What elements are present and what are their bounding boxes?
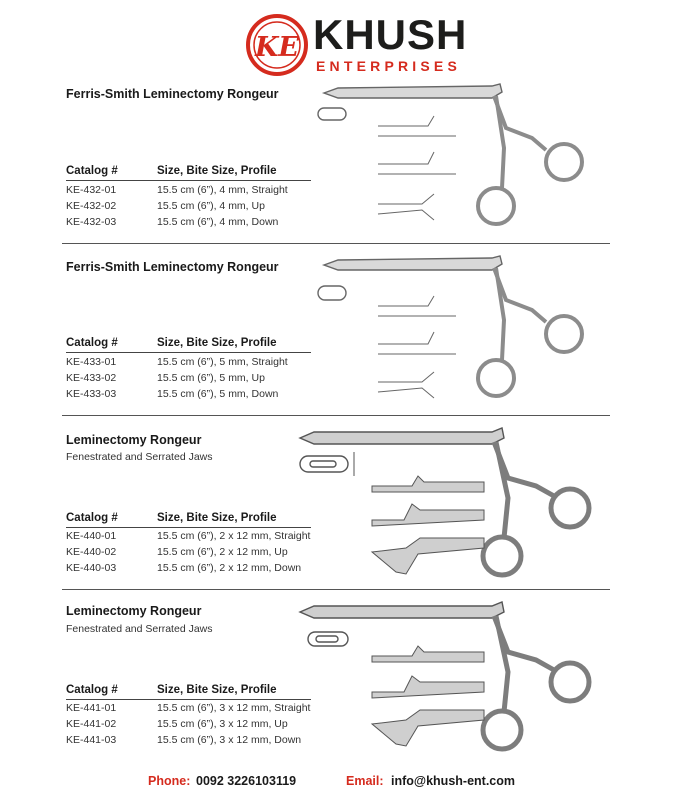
size-cell: 15.5 cm (6”), 3 x 12 mm, Up	[157, 718, 288, 730]
section-subtitle: Fenestrated and Serrated Jaws	[66, 623, 213, 635]
catalog-header: Catalog #	[66, 337, 118, 349]
catalog-cell: KE-433-01	[66, 356, 117, 368]
catalog-cell: KE-433-02	[66, 372, 117, 384]
catalog-cell: KE-441-03	[66, 734, 117, 746]
company-logo-icon	[244, 14, 310, 76]
catalog-cell: KE-433-03	[66, 388, 117, 400]
email-label: Email:	[346, 774, 384, 788]
size-cell: 15.5 cm (6”), 4 mm, Straight	[157, 184, 288, 196]
header-rule	[66, 180, 311, 181]
catalog-cell: KE-440-03	[66, 562, 117, 574]
section-title: Leminectomy Rongeur	[66, 604, 202, 618]
logo-mark-text: KE	[254, 32, 300, 63]
rongeur-illustration	[310, 250, 610, 412]
phone-label: Phone:	[148, 774, 191, 788]
size-cell: 15.5 cm (6”), 4 mm, Up	[157, 200, 265, 212]
header-rule	[66, 527, 311, 528]
size-header: Size, Bite Size, Profile	[157, 684, 277, 696]
size-cell: 15.5 cm (6”), 5 mm, Down	[157, 388, 279, 400]
header-rule	[66, 352, 311, 353]
catalog-header: Catalog #	[66, 684, 118, 696]
contact-footer	[0, 770, 689, 792]
catalog-cell: KE-440-01	[66, 530, 117, 542]
section-title: Ferris-Smith Leminectomy Rongeur	[66, 260, 279, 274]
header-rule	[66, 699, 311, 700]
size-header: Size, Bite Size, Profile	[157, 512, 277, 524]
section-divider	[62, 415, 610, 416]
size-cell: 15.5 cm (6”), 5 mm, Straight	[157, 356, 288, 368]
brand-name: KHUSH	[313, 11, 468, 58]
email-link[interactable]: info@khush-ent.com	[391, 774, 515, 788]
section-divider	[62, 243, 610, 244]
catalog-cell: KE-441-01	[66, 702, 117, 714]
catalog-cell: KE-432-02	[66, 200, 117, 212]
rongeur-illustration	[296, 424, 612, 584]
catalog-cell: KE-432-01	[66, 184, 117, 196]
catalog-cell: KE-441-02	[66, 718, 117, 730]
section-title: Ferris-Smith Leminectomy Rongeur	[66, 87, 279, 101]
rongeur-illustration	[296, 598, 612, 758]
size-header: Size, Bite Size, Profile	[157, 337, 277, 349]
section-title: Leminectomy Rongeur	[66, 433, 202, 447]
catalog-cell: KE-440-02	[66, 546, 117, 558]
size-cell: 15.5 cm (6”), 2 x 12 mm, Down	[157, 562, 302, 574]
size-cell: 15.5 cm (6”), 4 mm, Down	[157, 216, 279, 228]
size-cell: 15.5 cm (6”), 3 x 12 mm, Down	[157, 734, 302, 746]
section-divider	[62, 589, 610, 590]
size-cell: 15.5 cm (6”), 3 x 12 mm, Straight	[157, 702, 311, 714]
brand-header	[0, 0, 689, 82]
catalog-header: Catalog #	[66, 512, 118, 524]
phone-number[interactable]: 0092 3226103119	[196, 774, 297, 788]
catalog-header: Catalog #	[66, 165, 118, 177]
size-cell: 15.5 cm (6”), 5 mm, Up	[157, 372, 265, 384]
brand-subtitle: ENTERPRISES	[316, 58, 461, 74]
section-subtitle: Fenestrated and Serrated Jaws	[66, 451, 213, 463]
size-cell: 15.5 cm (6”), 2 x 12 mm, Up	[157, 546, 288, 558]
size-header: Size, Bite Size, Profile	[157, 165, 277, 177]
catalog-cell: KE-432-03	[66, 216, 117, 228]
size-cell: 15.5 cm (6”), 2 x 12 mm, Straight	[157, 530, 311, 542]
rongeur-illustration	[310, 78, 610, 240]
